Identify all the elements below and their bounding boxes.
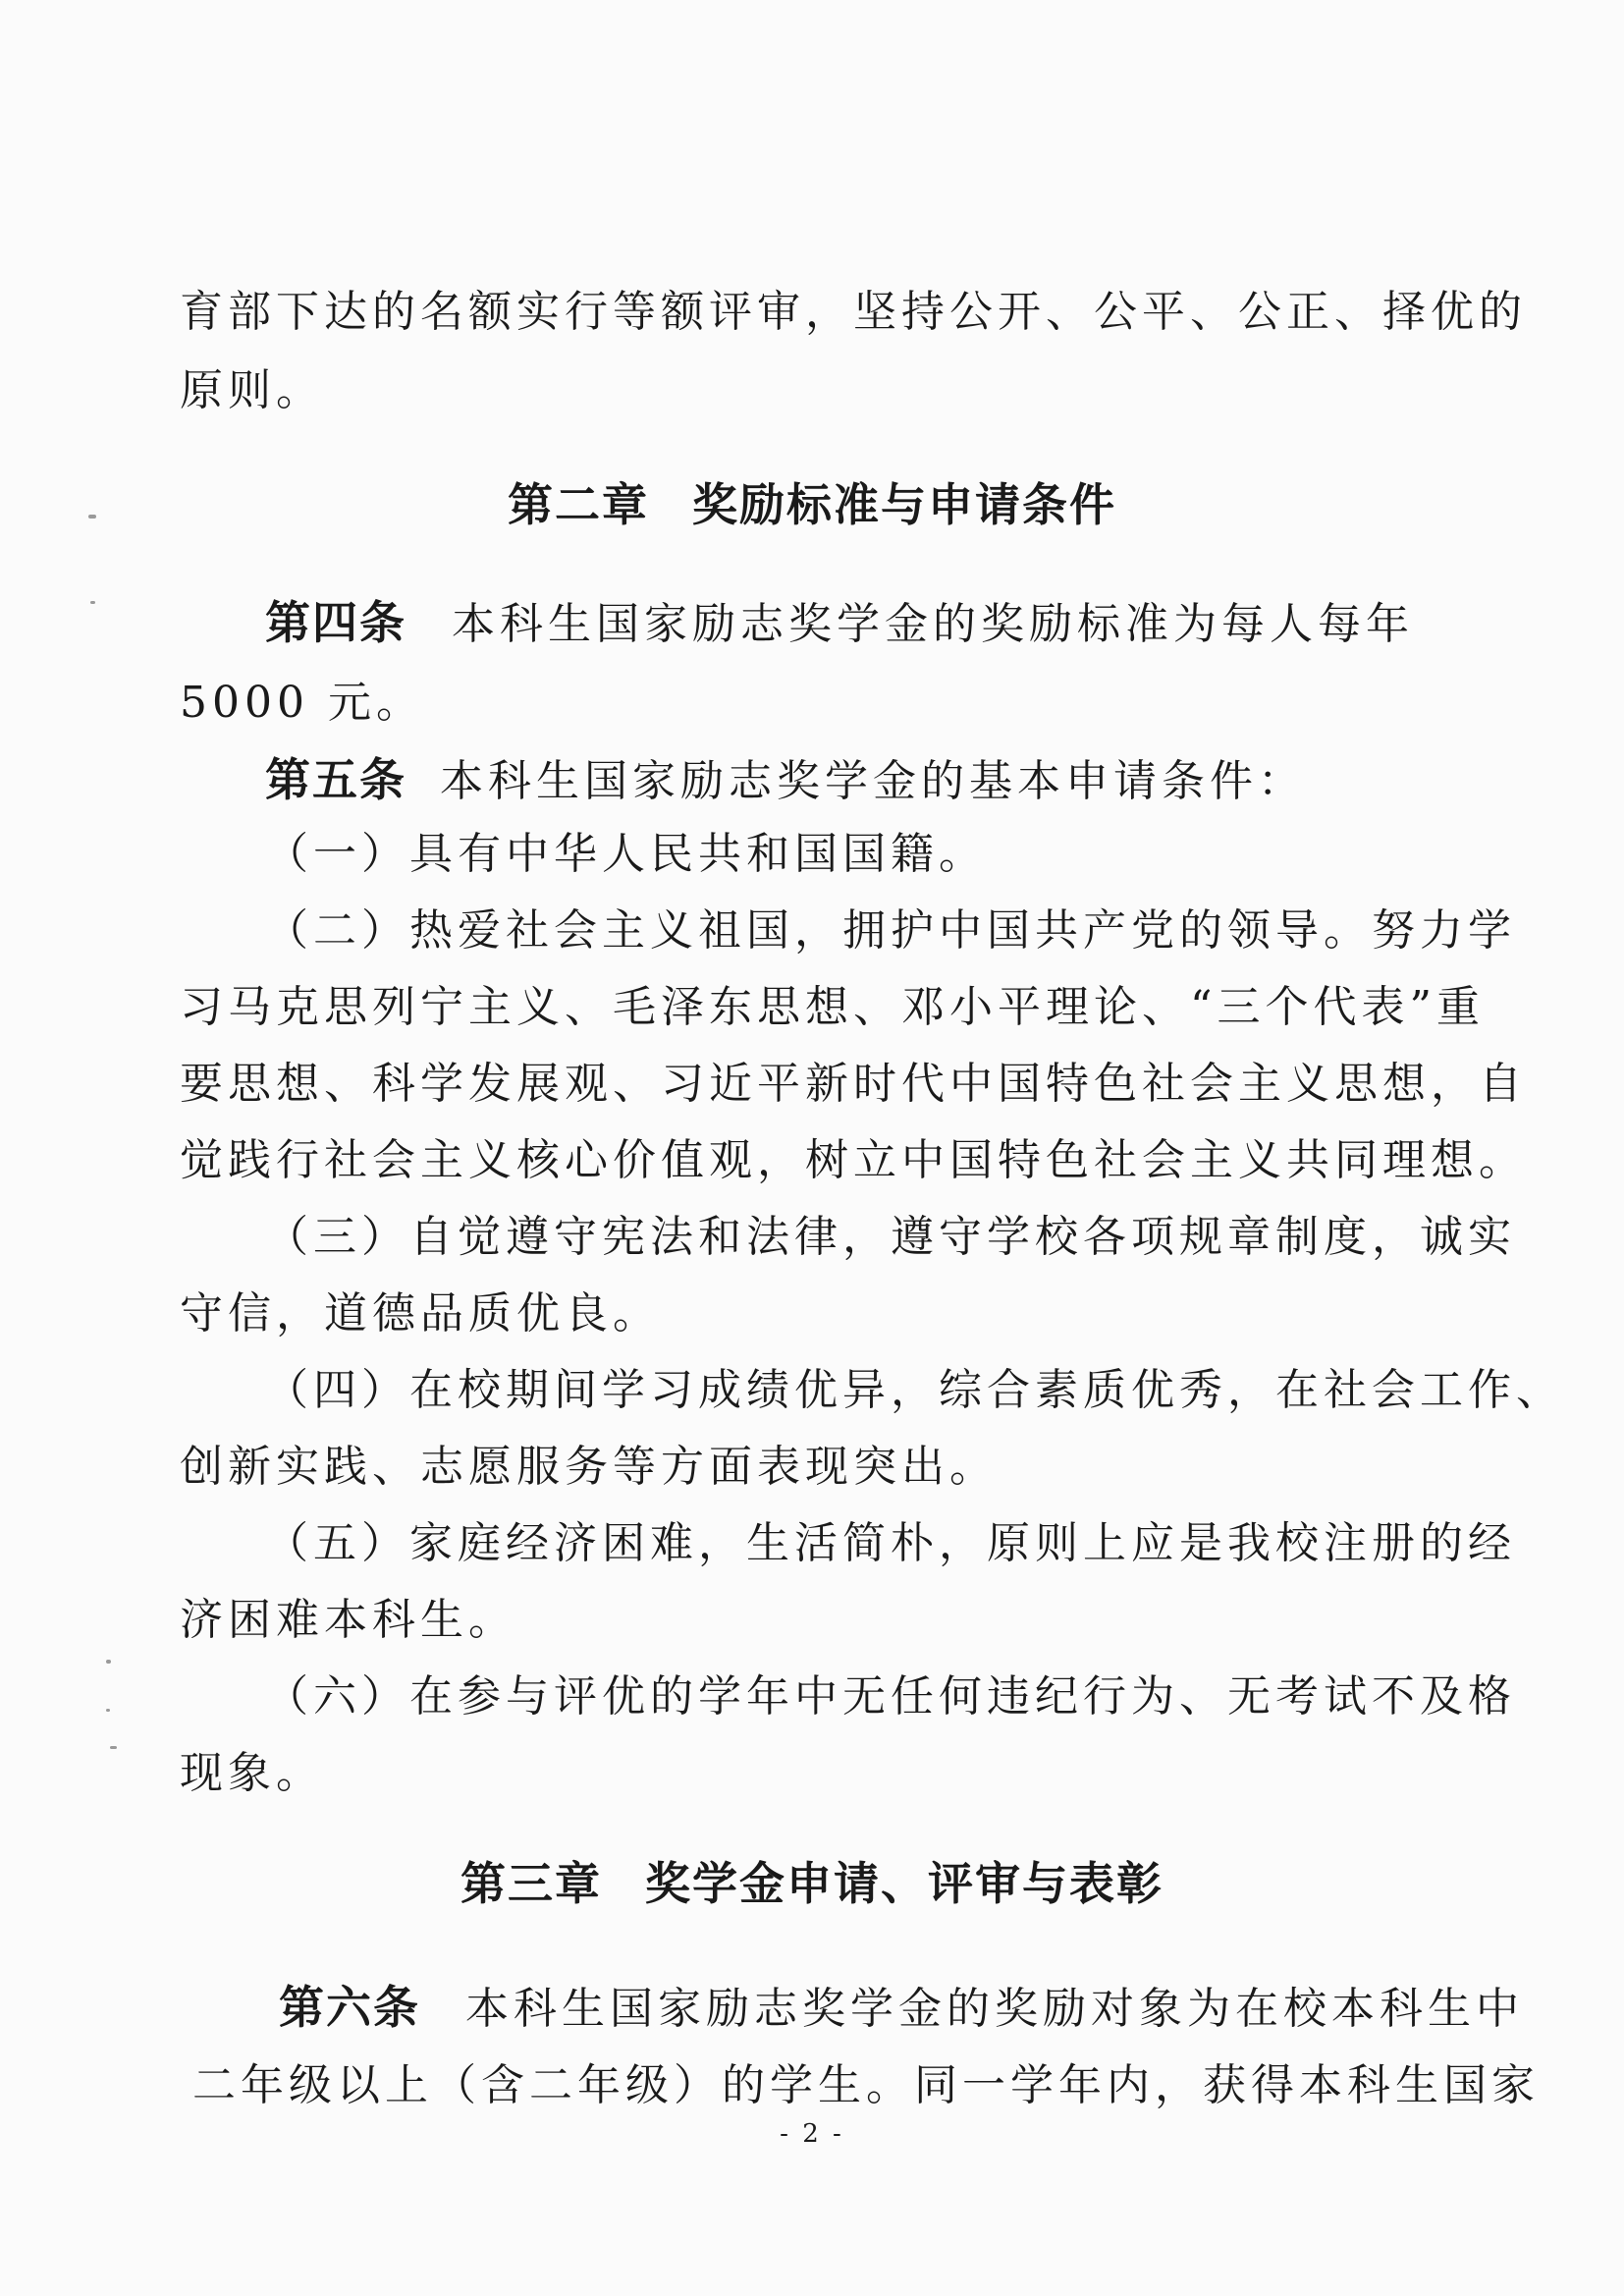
condition-2-line-2: 习马克思列宁主义、毛泽东思想、邓小平理论、“三个代表”重: [180, 982, 1485, 1032]
condition-1: （一）具有中华人民共和国国籍。: [265, 829, 987, 879]
article-6-text: 本科生国家励志奖学金的奖励对象为在校本科生中: [465, 1984, 1524, 2034]
condition-5-line-1: （五）家庭经济困难，生活简朴，原则上应是我校注册的经: [265, 1518, 1516, 1568]
chapter-3-heading: [0, 1854, 1624, 1913]
article-4-text: 本科生国家励志奖学金的奖励标准为每人每年: [452, 599, 1414, 649]
article-6-line-2: 二年级以上（含二年级）的学生。同一学年内，获得本科生国家: [192, 2060, 1540, 2110]
page-number: - 2 -: [780, 2119, 844, 2149]
article-4-label: 第四条: [265, 596, 406, 649]
condition-3-line-2: 守信，道德品质优良。: [180, 1288, 661, 1339]
condition-4-line-2: 创新实践、志愿服务等方面表现突出。: [180, 1442, 998, 1492]
chapter-2-label: 第二章: [508, 478, 649, 531]
article-5-label: 第五条: [265, 753, 406, 806]
chapter-2-heading: [0, 475, 1624, 534]
scan-speck: [110, 1746, 117, 1749]
condition-5-line-2: 济困难本科生。: [180, 1595, 516, 1645]
article-6-label: 第六条: [279, 1981, 420, 2034]
scan-speck: [106, 1709, 110, 1712]
condition-6-line-2: 现象。: [180, 1748, 324, 1798]
condition-6-line-1: （六）在参与评优的学年中无任何违纪行为、无考试不及格: [265, 1671, 1516, 1722]
article-6-line-1: [279, 1978, 1524, 2039]
continuation-line-1: 育部下达的名额实行等额评审，坚持公开、公平、公正、择优的: [180, 287, 1527, 337]
article-5-intro: 本科生国家励志奖学金的基本申请条件：: [440, 756, 1306, 806]
condition-2-line-3: 要思想、科学发展观、习近平新时代中国特色社会主义思想，自: [180, 1059, 1527, 1109]
chapter-3-label: 第三章: [460, 1857, 602, 1910]
chapter-2-title: 奖励标准与申请条件: [692, 478, 1116, 531]
condition-2-line-1: （二）热爱社会主义祖国，拥护中国共产党的领导。努力学: [265, 905, 1516, 956]
scan-speck: [106, 1660, 111, 1664]
continuation-line-2: 原则。: [180, 365, 324, 415]
article-4-line-1: [265, 593, 1414, 654]
condition-4-line-1: （四）在校期间学习成绩优异，综合素质优秀，在社会工作、: [265, 1365, 1564, 1415]
chapter-3-title: 奖学金申请、评审与表彰: [645, 1857, 1164, 1910]
article-5-line-1: [265, 750, 1306, 811]
article-4-line-2: 5000 元。: [180, 678, 424, 728]
scan-speck: [90, 601, 95, 604]
condition-2-line-4: 觉践行社会主义核心价值观，树立中国特色社会主义共同理想。: [180, 1135, 1527, 1185]
condition-3-line-1: （三）自觉遵守宪法和法律，遵守学校各项规章制度，诚实: [265, 1212, 1516, 1262]
